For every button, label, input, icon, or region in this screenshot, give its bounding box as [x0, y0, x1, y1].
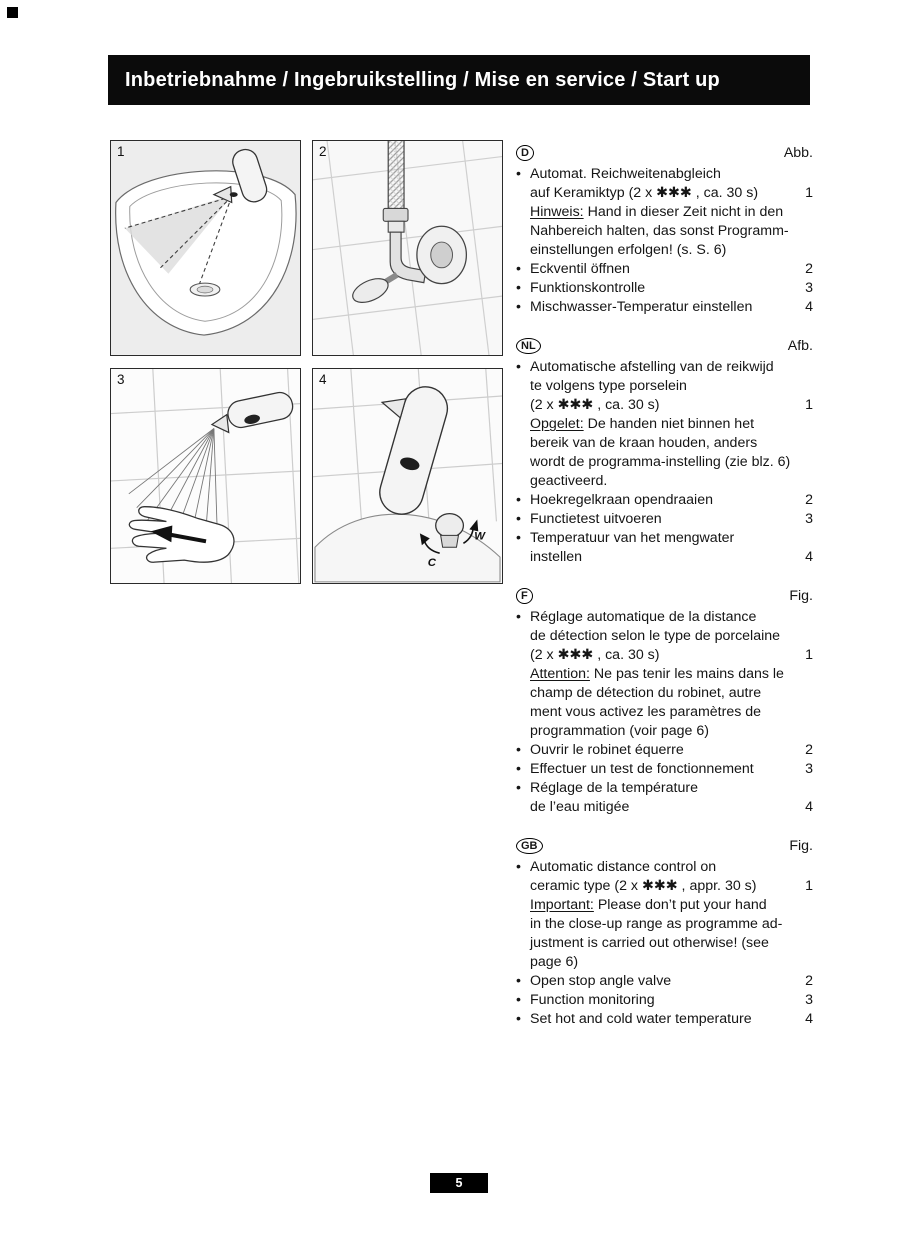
language-badge: D — [516, 145, 534, 161]
page-number: 5 — [455, 1176, 463, 1190]
instruction-text: te volgens type porselein — [530, 378, 687, 394]
instruction-line — [516, 779, 813, 798]
language-badge: GB — [516, 838, 543, 854]
instruction-line — [516, 377, 813, 396]
bullet-spacer — [516, 646, 530, 665]
figure-panel-3 — [110, 368, 301, 584]
figure-reference-number: 2 — [805, 492, 813, 508]
figure-panel-4 — [312, 368, 503, 584]
instruction-text: Automatic distance control on — [530, 859, 717, 875]
language-section-gb — [516, 837, 813, 1029]
instruction-line — [516, 279, 813, 298]
bullet-marker: • — [516, 973, 521, 989]
instruction-text: geactiveerd. — [530, 473, 608, 489]
instruction-line — [516, 665, 813, 684]
instruction-line — [516, 608, 813, 627]
language-badge: F — [516, 588, 533, 604]
instruction-text: wordt de programma-instelling (zie blz. 6) — [530, 454, 791, 470]
bullet-spacer — [516, 396, 530, 415]
instruction-line — [516, 203, 813, 222]
figure-reference-number — [797, 934, 813, 953]
instruction-line — [516, 627, 813, 646]
bullet-spacer — [516, 953, 530, 972]
instruction-text: programmation (voir page 6) — [530, 723, 709, 739]
page-number-badge — [430, 1173, 488, 1193]
instruction-line — [516, 877, 813, 896]
instruction-line — [516, 510, 813, 529]
bullet-marker: • — [516, 859, 521, 875]
bullet-marker: • — [516, 1011, 521, 1027]
bullet-spacer — [516, 915, 530, 934]
instruction-line — [516, 184, 813, 203]
instruction-line — [516, 491, 813, 510]
page-header — [108, 55, 810, 105]
instruction-line — [516, 798, 813, 817]
instruction-text: Open stop angle valve — [530, 973, 672, 989]
emphasized-word: Opgelet: — [530, 416, 584, 432]
figure-reference-number — [797, 241, 813, 260]
section-head — [516, 837, 813, 854]
instruction-text: Hinweis: Hand in dieser Zeit nicht in den — [530, 204, 784, 220]
section-head — [516, 337, 813, 354]
figure-reference-number — [797, 953, 813, 972]
figure-reference-number — [797, 915, 813, 934]
bullet-marker: • — [516, 299, 521, 315]
temperature-adjustment-illustration — [313, 369, 502, 583]
bullet-spacer — [516, 934, 530, 953]
bullet-marker: • — [516, 492, 521, 508]
figure-reference-number — [797, 377, 813, 396]
bullet-spacer — [516, 203, 530, 222]
instruction-text: Eckventil öffnen — [530, 261, 630, 277]
figure-number: 3 — [117, 372, 125, 387]
warm-label: W — [474, 530, 486, 543]
instruction-text: Mischwasser-Temperatur einstellen — [530, 299, 753, 315]
bullet-spacer — [516, 548, 530, 567]
instruction-line — [516, 722, 813, 741]
section-head — [516, 144, 813, 161]
instruction-text: Important: Please don’t put your hand — [530, 897, 767, 913]
bullet-marker: • — [516, 742, 521, 758]
bullet-marker: • — [516, 992, 521, 1008]
figure-reference-number — [797, 703, 813, 722]
instruction-text: ment vous activez les paramètres de — [530, 704, 762, 720]
figure-reference-number: 4 — [805, 1011, 813, 1027]
figure-reference-number — [797, 358, 813, 377]
figure-reference-number: 3 — [805, 280, 813, 296]
bullet-marker: • — [516, 166, 521, 182]
instruction-line — [516, 453, 813, 472]
instruction-text: ceramic type (2 x ✱✱✱ , appr. 30 s) — [530, 878, 757, 894]
instruction-text: (2 x ✱✱✱ , ca. 30 s) — [530, 647, 660, 663]
instruction-line — [516, 298, 813, 317]
instruction-line — [516, 396, 813, 415]
instruction-line — [516, 358, 813, 377]
figure-column-label: Abb. — [783, 144, 813, 161]
bullet-marker: • — [516, 511, 521, 527]
figure-reference-number: 1 — [805, 185, 813, 201]
instruction-text: Attention: Ne pas tenir les mains dans le — [530, 666, 784, 682]
figure-number: 1 — [117, 144, 125, 159]
figure-reference-number: 2 — [805, 742, 813, 758]
bullet-spacer — [516, 453, 530, 472]
instruction-line — [516, 472, 813, 491]
cold-label: C — [427, 557, 437, 570]
instruction-line — [516, 741, 813, 760]
bullet-spacer — [516, 703, 530, 722]
instruction-text: justment is carried out otherwise! (see — [530, 935, 769, 951]
instruction-text: (2 x ✱✱✱ , ca. 30 s) — [530, 397, 660, 413]
bullet-spacer — [516, 684, 530, 703]
instruction-text: Effectuer un test de fonctionnement — [530, 761, 754, 777]
bullet-marker: • — [516, 261, 521, 277]
language-section-fr — [516, 587, 813, 817]
figure-reference-number: 4 — [805, 299, 813, 315]
figure-reference-number — [797, 165, 813, 184]
bullet-marker: • — [516, 359, 521, 375]
instruction-line — [516, 760, 813, 779]
angle-valve-illustration — [313, 141, 502, 355]
instruction-text: einstellungen erfolgen! (s. S. 6) — [530, 242, 727, 258]
bullet-marker: • — [516, 609, 521, 625]
emphasized-word: Important: — [530, 897, 594, 913]
instruction-line — [516, 415, 813, 434]
figure-reference-number — [797, 203, 813, 222]
instruction-line — [516, 972, 813, 991]
instruction-text: Functietest uitvoeren — [530, 511, 662, 527]
figure-reference-number — [797, 415, 813, 434]
instruction-text: Réglage de la température — [530, 780, 698, 796]
figure-number: 2 — [319, 144, 327, 159]
language-badge: NL — [516, 338, 541, 354]
figure-reference-number — [797, 472, 813, 491]
instruction-line — [516, 222, 813, 241]
bullet-spacer — [516, 434, 530, 453]
instruction-line — [516, 934, 813, 953]
instruction-text: de l’eau mitigée — [530, 799, 630, 815]
bullet-spacer — [516, 896, 530, 915]
figure-reference-number: 4 — [805, 799, 813, 815]
instruction-line — [516, 915, 813, 934]
figure-column-label: Fig. — [789, 587, 813, 604]
instruction-text: Temperatuur van het mengwater — [530, 530, 735, 546]
instruction-text: page 6) — [530, 954, 579, 970]
instruction-line — [516, 260, 813, 279]
bullet-spacer — [516, 377, 530, 396]
instruction-line — [516, 684, 813, 703]
instruction-line — [516, 646, 813, 665]
figure-reference-number — [797, 434, 813, 453]
instruction-line — [516, 896, 813, 915]
bullet-spacer — [516, 877, 530, 896]
figure-panel-2 — [312, 140, 503, 356]
figure-reference-number — [797, 453, 813, 472]
instruction-text: Set hot and cold water temperature — [530, 1011, 752, 1027]
instruction-text: de détection selon le type de porcelaine — [530, 628, 781, 644]
language-section-de — [516, 144, 813, 317]
instruction-text: Opgelet: De handen niet binnen het — [530, 416, 755, 432]
figure-reference-number: 2 — [805, 261, 813, 277]
figure-reference-number — [797, 627, 813, 646]
instruction-text: auf Keramiktyp (2 x ✱✱✱ , ca. 30 s) — [530, 185, 759, 201]
bullet-spacer — [516, 472, 530, 491]
page-title: Inbetriebnahme / Ingebruikstelling / Mise en service / Start up — [125, 68, 720, 91]
emphasized-word: Hinweis: — [530, 204, 584, 220]
instruction-line — [516, 953, 813, 972]
instruction-line — [516, 548, 813, 567]
hand-under-faucet-illustration — [111, 369, 300, 583]
instruction-text: in the close-up range as programme ad- — [530, 916, 783, 932]
figure-reference-number — [797, 896, 813, 915]
figure-reference-number: 1 — [805, 397, 813, 413]
figure-panel-1 — [110, 140, 301, 356]
instruction-text: Automatische afstelling van de reikwijd — [530, 359, 774, 375]
figure-reference-number — [797, 665, 813, 684]
bullet-spacer — [516, 798, 530, 817]
figure-reference-number — [797, 222, 813, 241]
figure-reference-number — [797, 608, 813, 627]
bullet-marker: • — [516, 280, 521, 296]
instruction-text: Ouvrir le robinet équerre — [530, 742, 684, 758]
figure-column-label: Fig. — [789, 837, 813, 854]
instruction-text: Hoekregelkraan opendraaien — [530, 492, 713, 508]
figure-reference-number — [797, 858, 813, 877]
language-section-nl — [516, 337, 813, 567]
washbasin-sensor-faucet-illustration — [111, 141, 300, 355]
bullet-spacer — [516, 722, 530, 741]
instruction-line — [516, 434, 813, 453]
figure-reference-number — [797, 779, 813, 798]
bullet-marker: • — [516, 530, 521, 546]
instruction-text: Funktionskontrolle — [530, 280, 646, 296]
instruction-line — [516, 991, 813, 1010]
instruction-text: bereik van de kraan houden, anders — [530, 435, 758, 451]
bullet-marker: • — [516, 780, 521, 796]
instruction-text: Nahbereich halten, das sonst Programm- — [530, 223, 789, 239]
figure-reference-number: 4 — [805, 549, 813, 565]
figure-reference-number: 2 — [805, 973, 813, 989]
instruction-line — [516, 165, 813, 184]
figure-reference-number: 1 — [805, 647, 813, 663]
figure-column-label: Afb. — [787, 337, 813, 354]
figure-reference-number: 3 — [805, 761, 813, 777]
figure-reference-number — [797, 684, 813, 703]
figure-reference-number: 3 — [805, 511, 813, 527]
section-head — [516, 587, 813, 604]
bullet-spacer — [516, 627, 530, 646]
figure-reference-number: 1 — [805, 878, 813, 894]
instruction-text: champ de détection du robinet, autre — [530, 685, 762, 701]
bullet-spacer — [516, 184, 530, 203]
figure-reference-number: 3 — [805, 992, 813, 1008]
figure-reference-number — [797, 722, 813, 741]
emphasized-word: Attention: — [530, 666, 590, 682]
instruction-line — [516, 1010, 813, 1029]
bullet-spacer — [516, 222, 530, 241]
instruction-line — [516, 529, 813, 548]
bullet-spacer — [516, 665, 530, 684]
instruction-text: Réglage automatique de la distance — [530, 609, 757, 625]
figure-number: 4 — [319, 372, 327, 387]
instruction-line — [516, 241, 813, 260]
bullet-marker: • — [516, 761, 521, 777]
bullet-spacer — [516, 241, 530, 260]
language-sections — [516, 144, 813, 1049]
instruction-line — [516, 858, 813, 877]
instruction-line — [516, 703, 813, 722]
figure-reference-number — [797, 529, 813, 548]
instruction-text: Automat. Reichweitenabgleich — [530, 166, 721, 182]
print-corner-mark — [7, 7, 18, 18]
instruction-text: instellen — [530, 549, 583, 565]
instruction-text: Function monitoring — [530, 992, 655, 1008]
bullet-spacer — [516, 415, 530, 434]
